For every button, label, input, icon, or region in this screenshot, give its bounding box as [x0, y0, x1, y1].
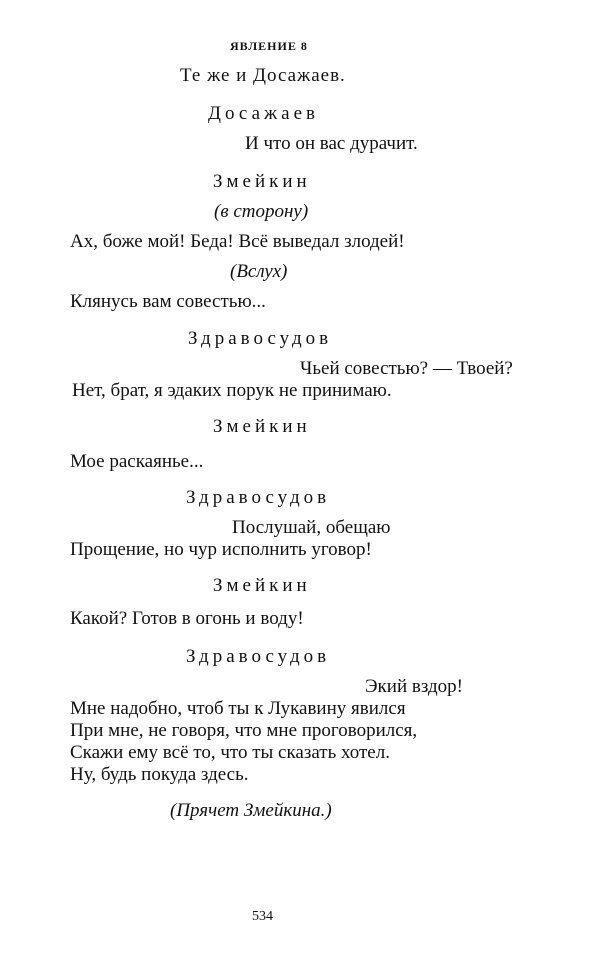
- closing-stage-direction: (Прячет Змейкина.): [170, 800, 332, 821]
- speaker-zmeikin-2: Змейкин: [213, 416, 311, 437]
- line-zdravosudov-2: Нет, брат, я эдаких порук не принимаю.: [72, 380, 392, 401]
- line-zdravosudov-9: Ну, будь покуда здесь.: [70, 764, 249, 785]
- line-zmeikin-4: Какой? Готов в огонь и воду!: [70, 608, 304, 629]
- scene-heading: ЯВЛЕНИЕ 8: [230, 39, 308, 53]
- line-zdravosudov-8: Скажи ему всё то, что ты сказать хотел.: [70, 742, 390, 763]
- line-zdravosudov-5: Экий вздор!: [365, 676, 463, 697]
- scene-cast: Те же и Досажаев.: [180, 65, 346, 86]
- speaker-zdravosudov-2: Здравосудов: [186, 487, 331, 508]
- line-zmeikin-1: Ах, боже мой! Беда! Всё выведал злодей!: [70, 231, 405, 252]
- line-dosazhaev-1: И что он вас дурачит.: [245, 133, 418, 154]
- line-zdravosudov-7: При мне, не говоря, что мне проговорился,: [70, 720, 418, 741]
- speaker-zmeikin-1: Змейкин: [213, 171, 311, 192]
- line-zmeikin-2: Клянусь вам совестью...: [70, 291, 266, 312]
- line-zdravosudov-1: Чьей совестью? — Твоей?: [300, 358, 513, 379]
- line-zdravosudov-6: Мне надобно, чтоб ты к Лукавину явился: [70, 698, 406, 719]
- speaker-zdravosudov-3: Здравосудов: [186, 646, 331, 667]
- line-zdravosudov-3: Послушай, обещаю: [232, 517, 391, 538]
- speaker-dosazhaev: Досажаев: [208, 103, 319, 124]
- page-number: 534: [252, 909, 273, 924]
- stage-direction-aside: (в сторону): [214, 201, 309, 222]
- stage-direction-aloud: (Вслух): [230, 261, 288, 282]
- line-zmeikin-3: Мое раскаянье...: [70, 451, 204, 472]
- speaker-zdravosudov-1: Здравосудов: [188, 328, 333, 349]
- speaker-zmeikin-3: Змейкин: [213, 575, 311, 596]
- line-zdravosudov-4: Прощение, но чур исполнить уговор!: [70, 539, 372, 560]
